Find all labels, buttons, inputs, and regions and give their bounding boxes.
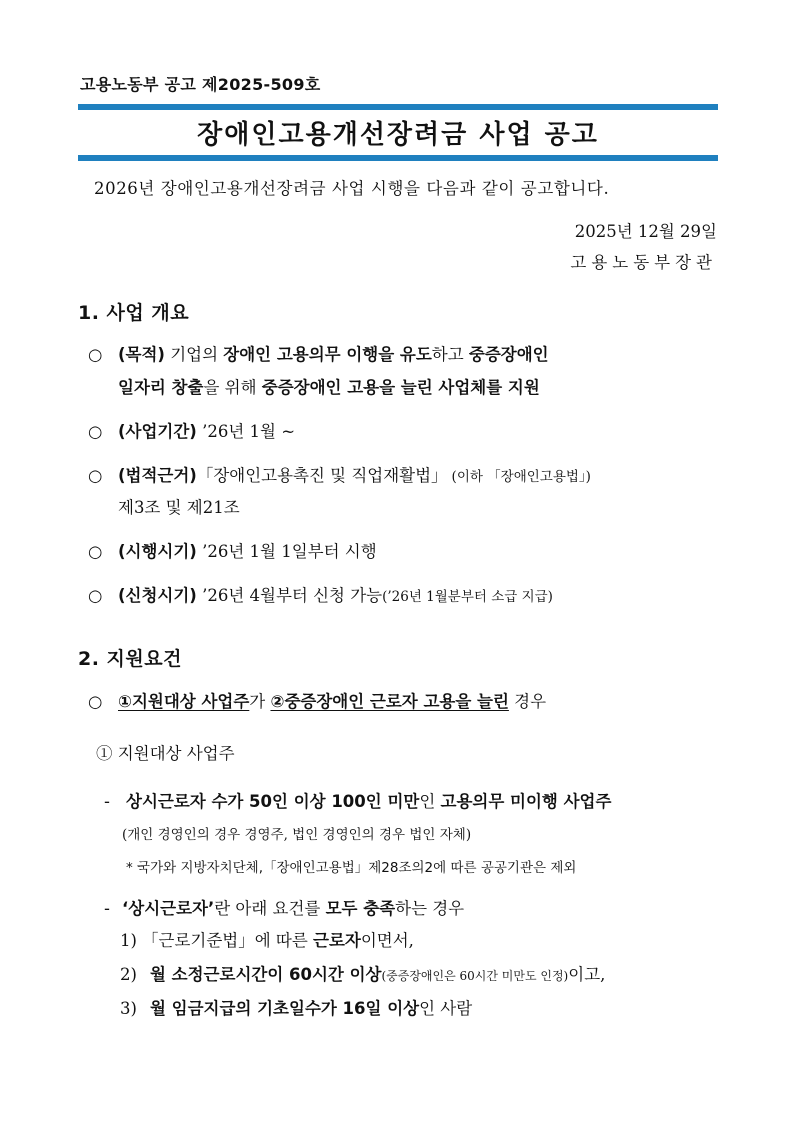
bullet-circle: ○ — [88, 692, 103, 711]
dash-marker: - — [104, 899, 110, 918]
bullet-circle: ○ — [88, 466, 103, 485]
condition-1-text: 「근로기준법」에 따른 — [142, 931, 314, 950]
legal-label: (법적근거) — [118, 466, 197, 485]
worker-t2: 하는 경우 — [395, 899, 465, 918]
intro-text: 2026년 장애인고용개선장려금 사업 시행을 다음과 같이 공고합니다. — [94, 179, 610, 198]
condition-2 — [120, 963, 605, 988]
purpose-text-7: 중증장애인 고용을 늘린 사업체를 지원 — [261, 378, 540, 397]
dash-marker: - — [104, 792, 110, 811]
period-text: ’26년 1월 ~ — [196, 422, 296, 441]
title-top-rule — [78, 104, 718, 110]
purpose-item — [88, 343, 549, 367]
purpose-text-4: 중증장애인 — [468, 345, 549, 364]
worker-def-item — [104, 897, 464, 921]
legal-text-3: 제3조 및 제21조 — [118, 498, 240, 517]
condition-2-tail: 이고, — [568, 965, 606, 984]
purpose-text-2: 장애인 고용의무 이행을 유도 — [223, 345, 432, 364]
condition-1-bold: 근로자 — [313, 931, 361, 950]
purpose-text-5: 일자리 창출 — [118, 378, 204, 397]
purpose-text-6: 을 위해 — [203, 378, 262, 397]
condition-1-tail: 이면서, — [360, 931, 414, 950]
requirement-t1: 가 — [249, 692, 271, 711]
issuer: 고용노동부장관 — [570, 253, 717, 272]
requirement-u2: ②중증장애인 근로자 고용을 늘린 — [270, 692, 509, 711]
requirement-u1: ①지원대상 사업주 — [118, 692, 250, 711]
enforce-item — [88, 540, 377, 564]
sub-heading: ① 지원대상 사업주 — [96, 744, 235, 763]
legal-item — [88, 464, 591, 489]
condition-1 — [120, 929, 414, 953]
worker-b2: 모두 충족 — [325, 899, 396, 918]
employer-t1: 인 — [419, 792, 441, 811]
condition-2-number: 2) — [120, 965, 137, 984]
legal-text-2: (이하 「장애인고용법」) — [451, 469, 591, 485]
period-label: (사업기간) — [118, 422, 197, 441]
bullet-circle: ○ — [88, 586, 103, 605]
apply-note: (’26년 1월분부터 소급 지급) — [382, 589, 553, 605]
condition-2-note: (중증장애인은 60시간 미만도 인정) — [381, 969, 569, 983]
bullet-circle: ○ — [88, 542, 103, 561]
condition-2-bold: 월 소정근로시간이 60시간 이상 — [150, 965, 382, 984]
bullet-circle: ○ — [88, 422, 103, 441]
condition-1-number: 1) — [120, 931, 137, 950]
requirement-t2: 경우 — [508, 692, 547, 711]
employer-paren: (개인 경영인의 경우 경영주, 법인 경영인의 경우 법인 자체) — [122, 827, 472, 843]
purpose-text-1: 기업의 — [164, 345, 224, 364]
condition-3-bold: 월 임금지급의 기초일수가 16일 이상 — [150, 999, 420, 1018]
apply-text: ’26년 4월부터 신청 가능 — [196, 586, 383, 605]
page-title: 장애인고용개선장려금 사업 공고 — [197, 120, 599, 150]
employer-item — [104, 790, 611, 814]
section2-heading: 2. 지원요건 — [78, 648, 182, 670]
title-bottom-rule — [78, 155, 718, 161]
employer-b2: 고용의무 미이행 사업주 — [440, 792, 612, 811]
condition-3-tail: 인 사람 — [419, 999, 473, 1018]
enforce-label: (시행시기) — [118, 542, 197, 561]
apply-label: (신청시기) — [118, 586, 197, 605]
requirement-main — [88, 690, 546, 714]
section1-heading: 1. 사업 개요 — [78, 302, 190, 324]
employer-exclusion-note: * 국가와 지방자치단체,「장애인고용법」제28조의2에 따른 공공기관은 제외 — [126, 860, 577, 876]
apply-item — [88, 584, 553, 609]
worker-t1: 란 아래 요건를 — [214, 899, 326, 918]
purpose-item-line2 — [118, 376, 540, 400]
notice-date: 2025년 12월 29일 — [574, 222, 717, 241]
condition-3 — [120, 997, 472, 1021]
purpose-text-3: 하고 — [431, 345, 469, 364]
notice-number: 고용노동부 공고 제2025-509호 — [80, 75, 321, 94]
purpose-label: (목적) — [118, 345, 165, 364]
enforce-text: ’26년 1월 1일부터 시행 — [196, 542, 377, 561]
bullet-circle: ○ — [88, 345, 103, 364]
period-item — [88, 420, 295, 444]
employer-b1: 상시근로자 수가 50인 이상 100인 미만 — [126, 792, 420, 811]
worker-b1: ‘상시근로자’ — [122, 899, 215, 918]
condition-3-number: 3) — [120, 999, 137, 1018]
legal-text-1: 「장애인고용촉진 및 직업재활법」 — [196, 466, 448, 485]
